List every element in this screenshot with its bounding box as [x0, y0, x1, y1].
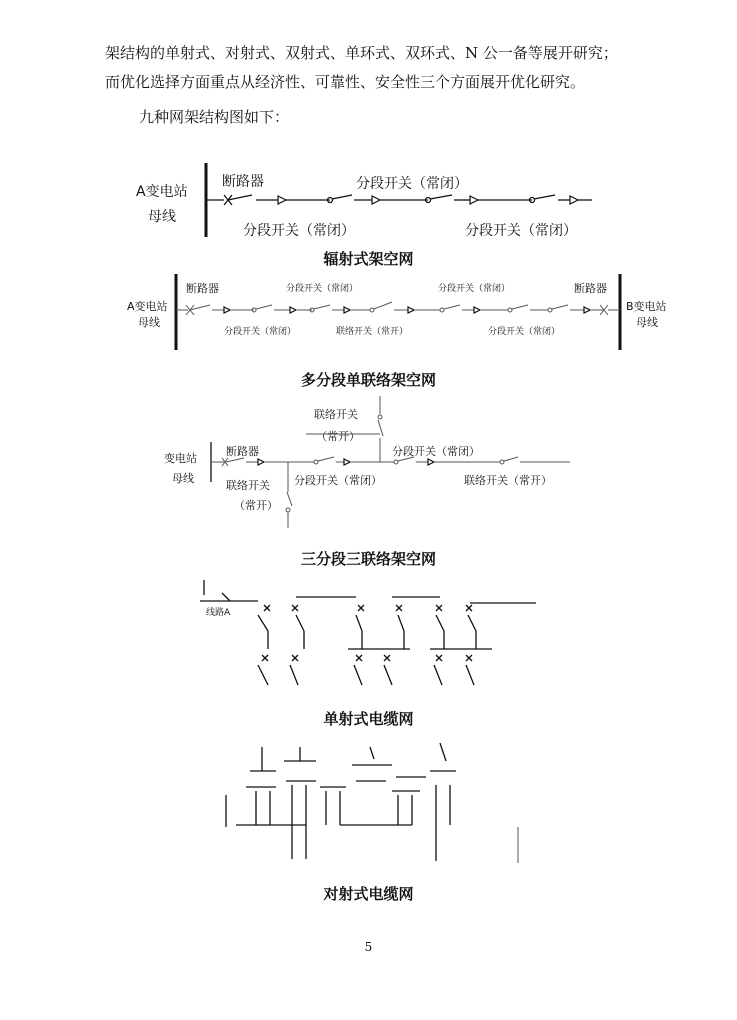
body-line-3: 九种网架结构图如下：: [139, 108, 290, 126]
bus-label: A变电站: [136, 184, 188, 200]
figure-caption: 三分段三联络架空网: [300, 550, 436, 568]
tie-switch-label: （常开）: [234, 499, 278, 512]
tie-switch-label: 联络开关: [314, 408, 358, 421]
switch-label: 分段开关（常闭）: [438, 284, 511, 294]
single-radial-cable-diagram: [0, 575, 737, 700]
figure-caption: 单射式电缆网: [323, 710, 414, 728]
switch-label: 分段开关（常闭）: [294, 474, 382, 487]
body-line-2: 而优化选择方面重点从经济性、可靠性、安全性三个方面展开优化研究。: [105, 73, 586, 91]
switch-label: 分段开关（常闭）: [286, 284, 359, 294]
bus-label: 母线: [148, 209, 176, 225]
bus-label: A变电站: [127, 300, 168, 313]
cable-network: [226, 743, 518, 863]
switch-label: 分段开关（常闭）: [488, 327, 561, 337]
bus-label: 母线: [172, 472, 194, 485]
switch-label: 分段开关（常闭）: [465, 223, 577, 239]
switch-label: 分段开关（常闭）: [392, 445, 480, 458]
radial-overhead-diagram: [0, 155, 737, 250]
tie-switch-label: 联络开关（常开）: [336, 327, 409, 337]
line-label: 线路A: [206, 608, 231, 618]
opposite-radial-cable-diagram: [0, 735, 737, 865]
bus-label: 变电站: [164, 452, 197, 465]
body-line-1: 架结构的单射式、对射式、双射式、单环式、双环式、N 公一备等展开研究；: [105, 44, 618, 62]
tie-switch-label: 联络开关: [226, 479, 270, 492]
tie-switch-label: 联络开关（常开）: [464, 474, 552, 487]
breaker-label: 断路器: [226, 445, 259, 458]
three-section-three-tie-diagram: [0, 392, 737, 532]
tie-switch-label: （常开）: [316, 430, 360, 443]
breaker-label: 断路器: [186, 282, 219, 295]
switch-label: 分段开关（常闭）: [224, 327, 297, 337]
switch-label: 分段开关（常闭）: [243, 223, 355, 239]
bus-label: 母线: [636, 316, 658, 329]
figure-caption: 辐射式架空网: [323, 250, 414, 268]
multi-section-single-tie-diagram: [0, 270, 737, 360]
figure-caption: 对射式电缆网: [323, 885, 414, 903]
breaker-label: 断路器: [222, 174, 264, 190]
bus-label: B变电站: [626, 300, 667, 313]
feeder-line: [176, 302, 620, 315]
page-number: 5: [364, 940, 373, 954]
figure-caption: 多分段单联络架空网: [300, 371, 436, 389]
bus-label: 母线: [138, 316, 160, 329]
feeder-line: [206, 195, 592, 205]
breaker-label: 断路器: [574, 282, 607, 295]
switch-label: 分段开关（常闭）: [356, 176, 468, 192]
cable-network: [200, 580, 536, 685]
